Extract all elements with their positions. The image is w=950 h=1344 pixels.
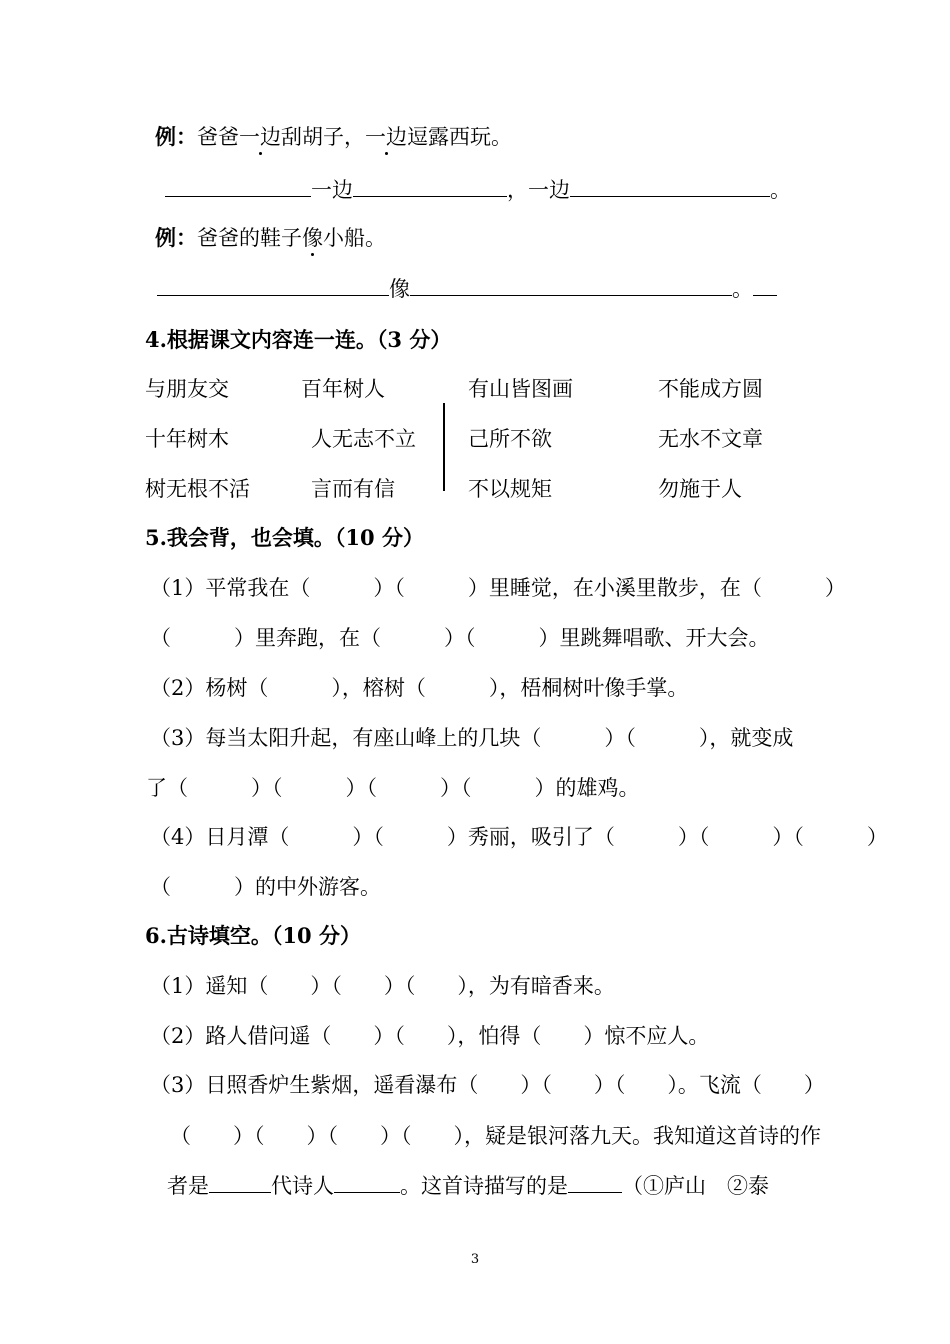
example-text: 爸爸: [197, 125, 239, 149]
emphasis-word: 一边: [239, 125, 281, 149]
question-line[interactable]: （1）平常我在（ ）（ ）里睡觉，在小溪里散步，在（ ）: [150, 576, 846, 600]
match-item[interactable]: 百年树人: [301, 377, 385, 401]
fill-line-2: [157, 275, 777, 303]
question-text: 。这首诗描写的是: [400, 1174, 568, 1198]
question-line[interactable]: （1）遥知（ ）（ ）（ ），为有暗香来。: [150, 974, 615, 998]
fill-line-1: [165, 176, 791, 204]
match-item[interactable]: 无水不文章: [658, 427, 763, 451]
example-text: 爸爸的鞋子: [197, 226, 302, 250]
match-item[interactable]: 言而有信: [311, 477, 395, 501]
question-line-last: [167, 1172, 769, 1200]
question-line[interactable]: （4）日月潭（ ）（ ）秀丽，吸引了（ ）（ ）（ ）: [150, 825, 888, 849]
blank[interactable]: [570, 176, 770, 197]
match-item[interactable]: 不以规矩: [468, 477, 552, 501]
match-item[interactable]: 十年树木: [145, 427, 229, 451]
example-sentence-1: [155, 123, 512, 151]
fill-text: 一边: [311, 178, 353, 202]
page-number: 3: [470, 1252, 480, 1267]
fill-text: 。: [732, 277, 753, 301]
match-item[interactable]: 己所不欲: [468, 427, 552, 451]
emphasis-word: 一边: [365, 125, 407, 149]
question-line[interactable]: （ ）里奔跑，在（ ）（ ）里跳舞唱歌、开大会。: [150, 626, 770, 650]
match-item[interactable]: 人无志不立: [311, 427, 416, 451]
example-text: 小船。: [323, 226, 386, 250]
question-line[interactable]: （2）路人借问遥（ ）（ ），怕得（ ）惊不应人。: [150, 1024, 710, 1048]
example-text: 逗露西玩。: [407, 125, 512, 149]
question-4-title: 4.根据课文内容连一连。（3 分）: [145, 327, 452, 352]
question-line[interactable]: （2）杨树（ ），榕树（ ），梧桐树叶像手掌。: [150, 676, 689, 700]
fill-text: ，一边: [507, 178, 570, 202]
example-sentence-2: [155, 224, 386, 252]
blank[interactable]: [568, 1172, 622, 1193]
blank[interactable]: [753, 275, 777, 296]
question-line[interactable]: （ ）（ ）（ ）（ ），疑是银河落九天。我知道这首诗的作: [170, 1124, 821, 1148]
match-item[interactable]: 与朋友交: [145, 377, 229, 401]
blank[interactable]: [410, 275, 732, 296]
question-line[interactable]: 了（ ）（ ）（ ）（ ）的雄鸡。: [146, 776, 640, 800]
blank[interactable]: [165, 176, 311, 197]
match-item[interactable]: 树无根不活: [145, 477, 250, 501]
question-line[interactable]: （3）每当太阳升起，有座山峰上的几块（ ）（ ），就变成: [150, 726, 794, 750]
fill-text: 。: [770, 178, 791, 202]
example-text: 刮胡子，: [281, 125, 365, 149]
question-text: （①庐山 ②泰: [622, 1174, 769, 1198]
example-label: 例：: [155, 124, 197, 149]
match-item[interactable]: 不能成方圆: [658, 377, 763, 401]
question-5-title: 5.我会背，也会填。（10 分）: [145, 525, 424, 550]
blank[interactable]: [209, 1172, 271, 1193]
match-item[interactable]: 勿施于人: [658, 477, 742, 501]
emphasis-word: 像: [302, 226, 323, 250]
blank[interactable]: [157, 275, 389, 296]
blank[interactable]: [353, 176, 507, 197]
match-item[interactable]: 有山皆图画: [468, 377, 573, 401]
question-line[interactable]: （ ）的中外游客。: [150, 875, 381, 899]
question-line[interactable]: （3）日照香炉生紫烟，遥看瀑布（ ）（ ）（ ）。飞流（ ）: [150, 1073, 825, 1097]
question-text: 代诗人: [271, 1174, 334, 1198]
blank[interactable]: [334, 1172, 400, 1193]
question-text: 者是: [167, 1174, 209, 1198]
divider-line: [443, 403, 445, 491]
fill-text: 像: [389, 277, 410, 301]
example-label: 例：: [155, 225, 197, 250]
question-6-title: 6.古诗填空。（10 分）: [145, 923, 361, 948]
